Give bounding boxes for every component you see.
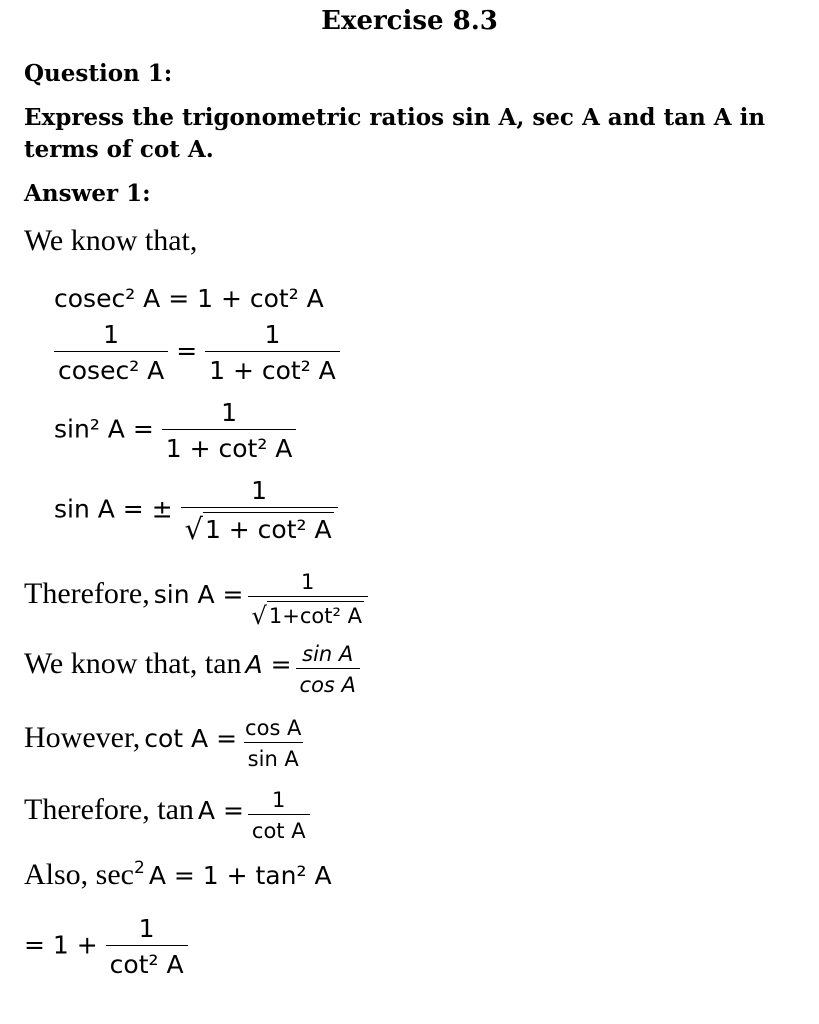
fraction-denominator: [248, 596, 368, 629]
fraction-denominator: cot A: [248, 814, 310, 843]
fraction: [181, 476, 338, 545]
superscript-two: 2: [133, 858, 145, 878]
tan-definition-line: [24, 642, 360, 697]
fraction-denominator: cos A: [296, 668, 360, 697]
square-root: [184, 512, 334, 547]
fraction: [248, 788, 310, 843]
therefore-text: Therefore,: [24, 577, 150, 611]
fraction-denominator: sin A: [244, 742, 303, 771]
equation-final-step: [24, 914, 188, 979]
radical-sign: √: [251, 601, 267, 630]
fraction: [248, 570, 368, 629]
also-text: Also, sec: [24, 858, 134, 892]
equation-lhs: sin A = ±: [54, 494, 173, 524]
therefore-tan-text: Therefore, tan: [24, 793, 194, 827]
fraction-numerator: 1: [138, 914, 155, 943]
equation-reciprocal: [54, 320, 340, 385]
equation-cosec-identity: cosec² A = 1 + cot² A: [54, 284, 324, 313]
equation-sin-plus-minus: [54, 476, 338, 545]
fraction-denominator: cot² A: [106, 945, 188, 979]
therefore-tan-line: [24, 788, 310, 843]
we-know-that-line: We know that,: [24, 224, 198, 257]
equation-lhs: A =: [197, 796, 244, 826]
question-label: Question 1:: [24, 60, 173, 87]
equation-sin-squared: [54, 398, 296, 463]
fraction-rhs: [205, 320, 340, 385]
also-sec-line: [24, 858, 332, 892]
fraction-denominator: cosec² A: [54, 351, 168, 385]
fraction: [241, 716, 305, 771]
fraction-lhs: [54, 320, 168, 385]
fraction-numerator: 1: [103, 320, 120, 349]
equation-lhs: cot A =: [144, 724, 238, 754]
radical-sign: √: [184, 512, 203, 547]
question-text: Express the trigonometric ratios sin A, sec A and tan A in terms of cot A.: [24, 104, 766, 163]
fraction: [296, 642, 360, 697]
equals-sign: =: [176, 336, 206, 366]
fraction-numerator: 1: [251, 476, 268, 505]
answer-label: Answer 1:: [24, 180, 151, 207]
fraction-numerator: 1: [221, 398, 238, 427]
fraction-numerator: sin A: [302, 642, 354, 666]
fraction-denominator: [181, 507, 338, 545]
equation-lhs: sin² A =: [54, 414, 154, 444]
however-cot-line: [24, 716, 305, 771]
fraction-numerator: 1: [301, 570, 315, 594]
radicand: 1+cot² A: [267, 601, 364, 628]
square-root: [252, 601, 364, 628]
fraction: [106, 914, 188, 979]
fraction-denominator: 1 + cot² A: [205, 351, 340, 385]
equation-lhs: A =: [245, 650, 292, 680]
fraction-denominator: 1 + cot² A: [162, 429, 297, 463]
therefore-sin-line: [24, 570, 368, 629]
fraction: [162, 398, 297, 463]
exercise-title: Exercise 8.3: [321, 6, 498, 36]
radicand: 1 + cot² A: [203, 512, 334, 544]
however-text: However,: [24, 721, 141, 755]
equation-lhs: sin A =: [153, 580, 244, 610]
equation-lhs: = 1 +: [24, 930, 98, 960]
fraction-numerator: cos A: [245, 716, 302, 740]
tan-definition-text: We know that, tan: [24, 647, 242, 681]
equation-sec-identity: A = 1 + tan² A: [148, 861, 332, 891]
fraction-numerator: 1: [272, 788, 286, 812]
fraction-numerator: 1: [264, 320, 281, 349]
